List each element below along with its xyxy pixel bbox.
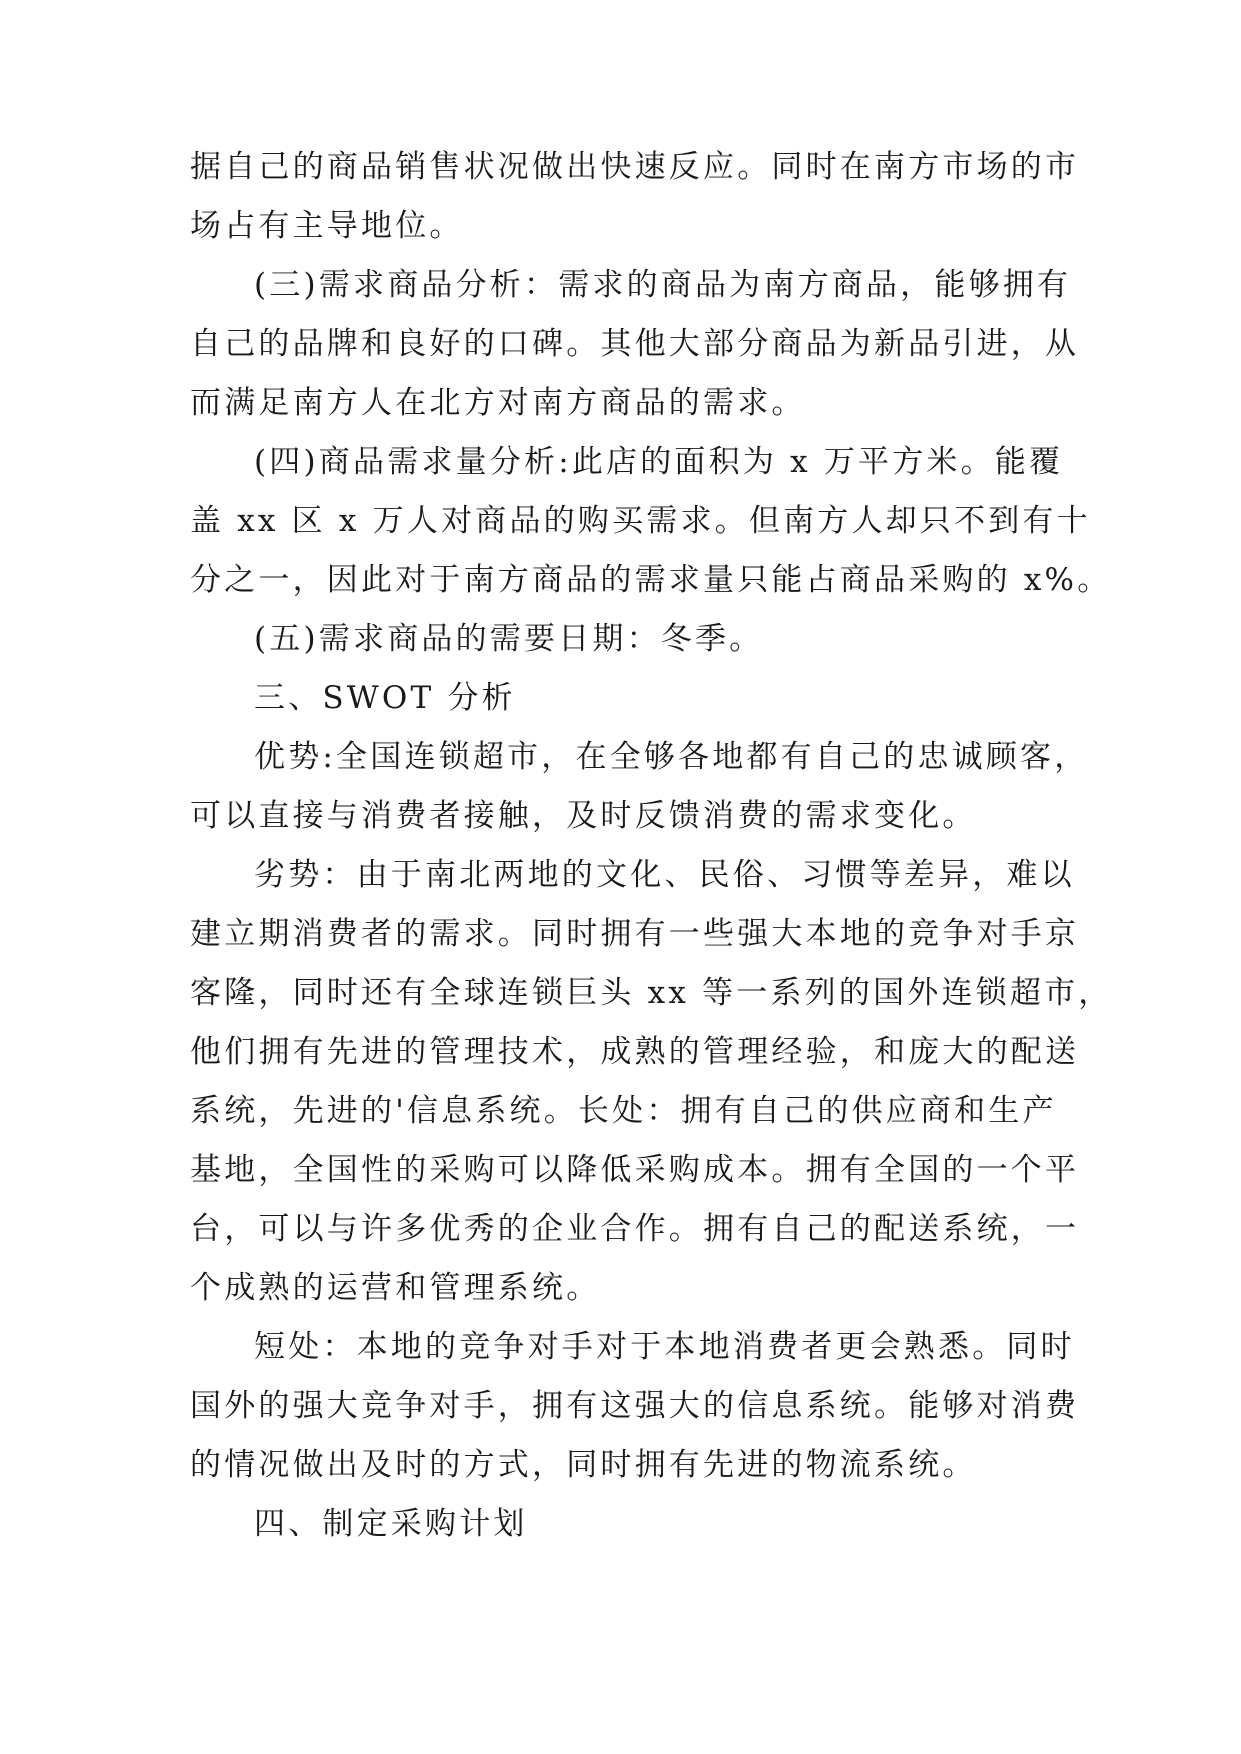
text-line: 的情况做出及时的方式，同时拥有先进的物流系统。	[190, 1447, 977, 1483]
text-line: 个成熟的运营和管理系统。	[190, 1270, 601, 1306]
text-line: 自己的品牌和良好的口碑。其他大部分商品为新品引进，从	[190, 326, 1080, 362]
text-line: 可以直接与消费者接触，及时反馈消费的需求变化。	[190, 798, 977, 834]
paragraph-heading: (五)需求商品的需要日期：冬季。	[254, 621, 764, 657]
paragraph-start: 优势:全国连锁超市，在全够各地都有自己的忠诚顾客，	[254, 739, 1089, 775]
paragraph-heading: (三)需求商品分析：需求的商品为南方商品，能够拥有	[254, 267, 1072, 303]
text-line: 客隆，同时还有全球连锁巨头 xx 等一系列的国外连锁超市，	[190, 975, 1113, 1011]
text-line: 场占有主导地位。	[190, 208, 464, 244]
paragraph-start: 短处：本地的竞争对手对于本地消费者更会熟悉。同时	[254, 1329, 1075, 1365]
text-line: 分之一，因此对于南方商品的需求量只能占商品采购的 x%。	[190, 562, 1112, 598]
text-line: 而满足南方人在北方对南方商品的需求。	[190, 385, 806, 421]
section-heading: 四、制定采购计划	[254, 1506, 528, 1542]
text-line: 基地，全国性的采购可以降低采购成本。拥有全国的一个平	[190, 1152, 1080, 1188]
text-line: 系统，先进的'信息系统。长处：拥有自己的供应商和生产	[190, 1093, 1057, 1129]
section-heading: 三、SWOT 分析	[254, 680, 516, 716]
text-line: 盖 xx 区 x 万人对商品的购买需求。但南方人却只不到有十	[190, 503, 1091, 539]
paragraph-heading: (四)商品需求量分析:此店的面积为 x 万平方米。能覆	[254, 444, 1064, 480]
text-line: 建立期消费者的需求。同时拥有一些强大本地的竞争对手京	[190, 916, 1080, 952]
text-line: 据自己的商品销售状况做出快速反应。同时在南方市场的市	[190, 149, 1080, 185]
text-line: 国外的强大竞争对手，拥有这强大的信息系统。能够对消费	[190, 1388, 1080, 1424]
text-line: 台，可以与许多优秀的企业合作。拥有自己的配送系统，一	[190, 1211, 1080, 1247]
text-line: 他们拥有先进的管理技术，成熟的管理经验，和庞大的配送	[190, 1034, 1080, 1070]
paragraph-start: 劣势：由于南北两地的文化、民俗、习惯等差异，难以	[254, 857, 1075, 893]
